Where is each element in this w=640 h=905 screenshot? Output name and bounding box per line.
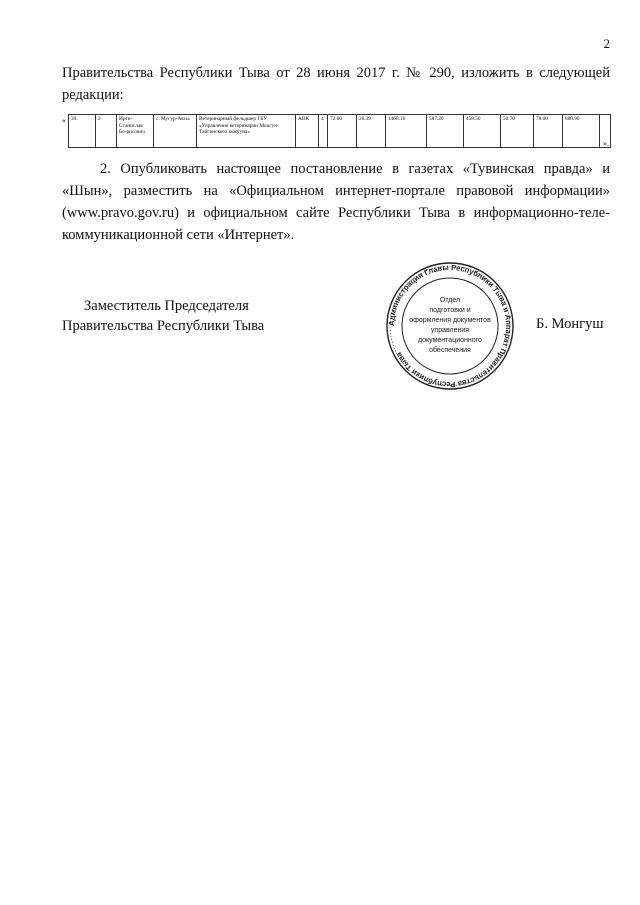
seal-ring-text: Администрация Главы Республики Тыва и Аппарат Правительства Республики Тыва [386,262,514,390]
publication-paragraph: 2. Опубликовать настоящее постановление в газетах «Тувинская правда» и «Шын», разместить на «Официальном интернет-портале правовой информации» (www.pravo.gov.ru) и официальном сайте Республики Тыва в информационно-теле-коммуникационной сети «Интернет». [62,161,610,243]
table-cell: 39. [69,115,96,148]
table-row [69,115,611,148]
table-cell: Ветеринарный фельдшер ГБУ «Управление ветеринарии Монгун-Тайгинского кожууна» [197,115,296,148]
table-cell: Ирги-Станислав Бо-рисович [117,115,154,148]
table-cell: 458.50 [464,115,501,148]
table-cell: 2 [96,115,117,148]
seal-line: управления [430,327,470,334]
seal-line: подготовки и [429,307,471,314]
quote-close: ». [603,139,609,148]
amendment-table [68,114,611,148]
svg-text:Администрация Главы Республики [387,263,513,389]
official-seal [380,262,520,390]
table-cell: 78.00 [534,115,563,148]
signature-title [62,296,264,336]
seal-line: документационного [418,337,482,344]
intro-paragraph: Правительства Республики Тыва от 28 июня 2017 г. № 290, изложить в следующей редакции: [62,65,610,103]
table-cell: 50.70 [501,115,534,148]
table-cell: 1468.10 [386,115,427,148]
table-cell: 20.39 [357,115,386,148]
signature-title-line2: Правительства Республики Тыва [62,318,265,334]
seal-line: Отдел [439,297,461,304]
table-cell: 72.00 [328,115,357,148]
seal-line: оформления документов [409,317,491,324]
table-cell: 4 [319,115,328,148]
table-cell: 880.90 [563,115,600,148]
table-cell: 587.20 [427,115,464,148]
page-number: 2 [603,36,610,51]
seal-line: обеспечения [429,347,471,354]
table-cell: с. Мугур-Аксы [154,115,197,148]
signature-title-line1: Заместитель Председателя [84,298,249,314]
signatory-name: Б. Монгуш [536,316,604,332]
table-cell: АВК [296,115,319,148]
quote-open: « [62,116,66,125]
